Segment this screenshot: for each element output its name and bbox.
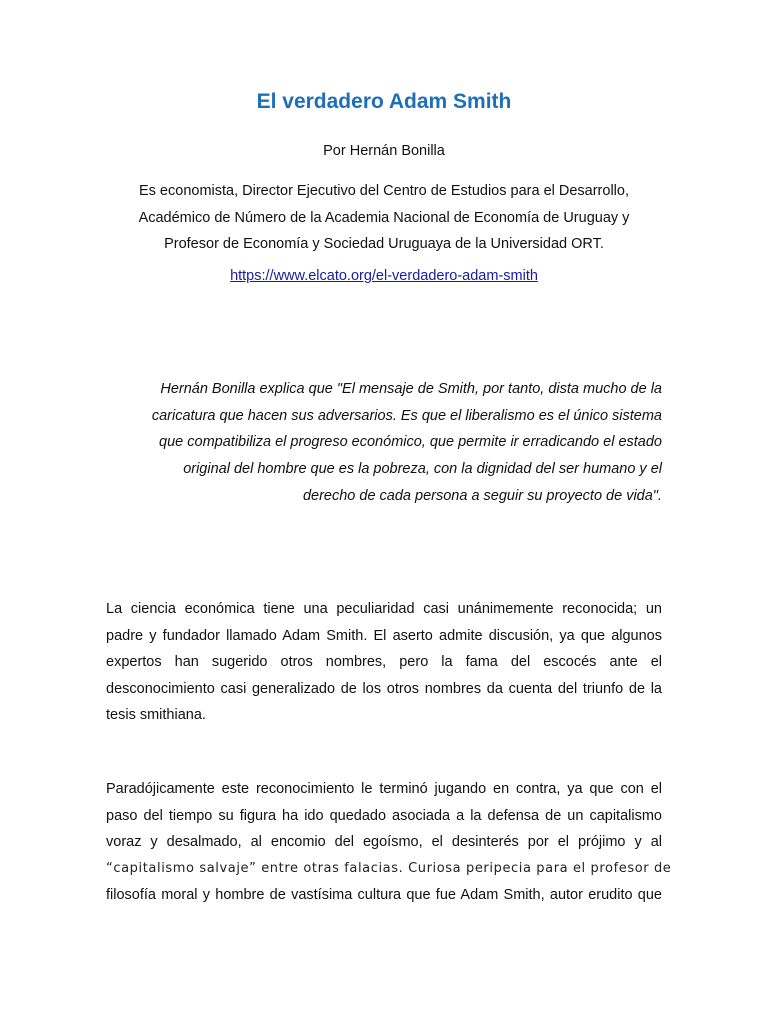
bio-line: Es economista, Director Ejecutivo del Centro de Estudios para el Desarrollo,: [138, 183, 629, 199]
bio-line: Profesor de Economía y Sociedad Uruguaya de la Universidad ORT.: [164, 236, 604, 252]
author-byline: Por Hernán Bonilla: [323, 143, 445, 159]
paragraph-line: tesis smithiana.: [106, 707, 206, 724]
quote-line: derecho de cada persona a seguir su proyecto de vida".: [302, 487, 662, 504]
quote-line: original del hombre que es la pobreza, con la dignidad del ser humano y el: [183, 461, 662, 478]
paragraph-line: “capitalismo salvaje” entre otras falacias. Curiosa peripecia para el profesor de: [106, 860, 672, 876]
quote-line: que compatibiliza el progreso económico, que permite ir erradicando el estado: [159, 434, 662, 451]
paragraph-line: padre y fundador llamado Adam Smith. El aserto admite discusión, ya que algunos: [106, 627, 662, 644]
source-link-row: [0, 268, 768, 284]
author-bio: [106, 178, 662, 258]
body-paragraph-1: [106, 596, 662, 729]
quote-line: caricatura que hacen sus adversarios. Es que el liberalismo es el único sistema: [151, 407, 662, 424]
body-paragraph-2: [106, 776, 672, 909]
paragraph-line: filosofía moral y hombre de vastísima cultura que fue Adam Smith, autor erudito que: [106, 887, 662, 904]
document-title: El verdadero Adam Smith: [256, 90, 512, 113]
bio-line: Académico de Número de la Academia Nacional de Economía de Uruguay y: [138, 209, 630, 226]
paragraph-line: La ciencia económica tiene una peculiaridad casi unánimemente reconocida; un: [106, 601, 662, 617]
paragraph-line: expertos han sugerido otros nombres, pero la fama del escocés ante el: [106, 654, 662, 671]
paragraph-line: voraz y desalmado, al encomio del egoísmo, el desinterés por el prójimo y al: [106, 834, 662, 851]
paragraph-line: paso del tiempo su figura ha ido quedado asociada a la defensa de un capitalismo: [106, 807, 662, 824]
quote-line: Hernán Bonilla explica que "El mensaje de Smith, por tanto, dista mucho de la: [160, 381, 662, 397]
paragraph-line: desconocimiento casi generalizado de los otros nombres da cuenta del triunfo de la: [106, 680, 662, 697]
paragraph-line: Paradójicamente este reconocimiento le terminó jugando en contra, ya que con el: [106, 781, 662, 797]
pull-quote: [106, 376, 662, 510]
source-link[interactable]: https://www.elcato.org/el-verdadero-adam-smith: [230, 268, 538, 284]
